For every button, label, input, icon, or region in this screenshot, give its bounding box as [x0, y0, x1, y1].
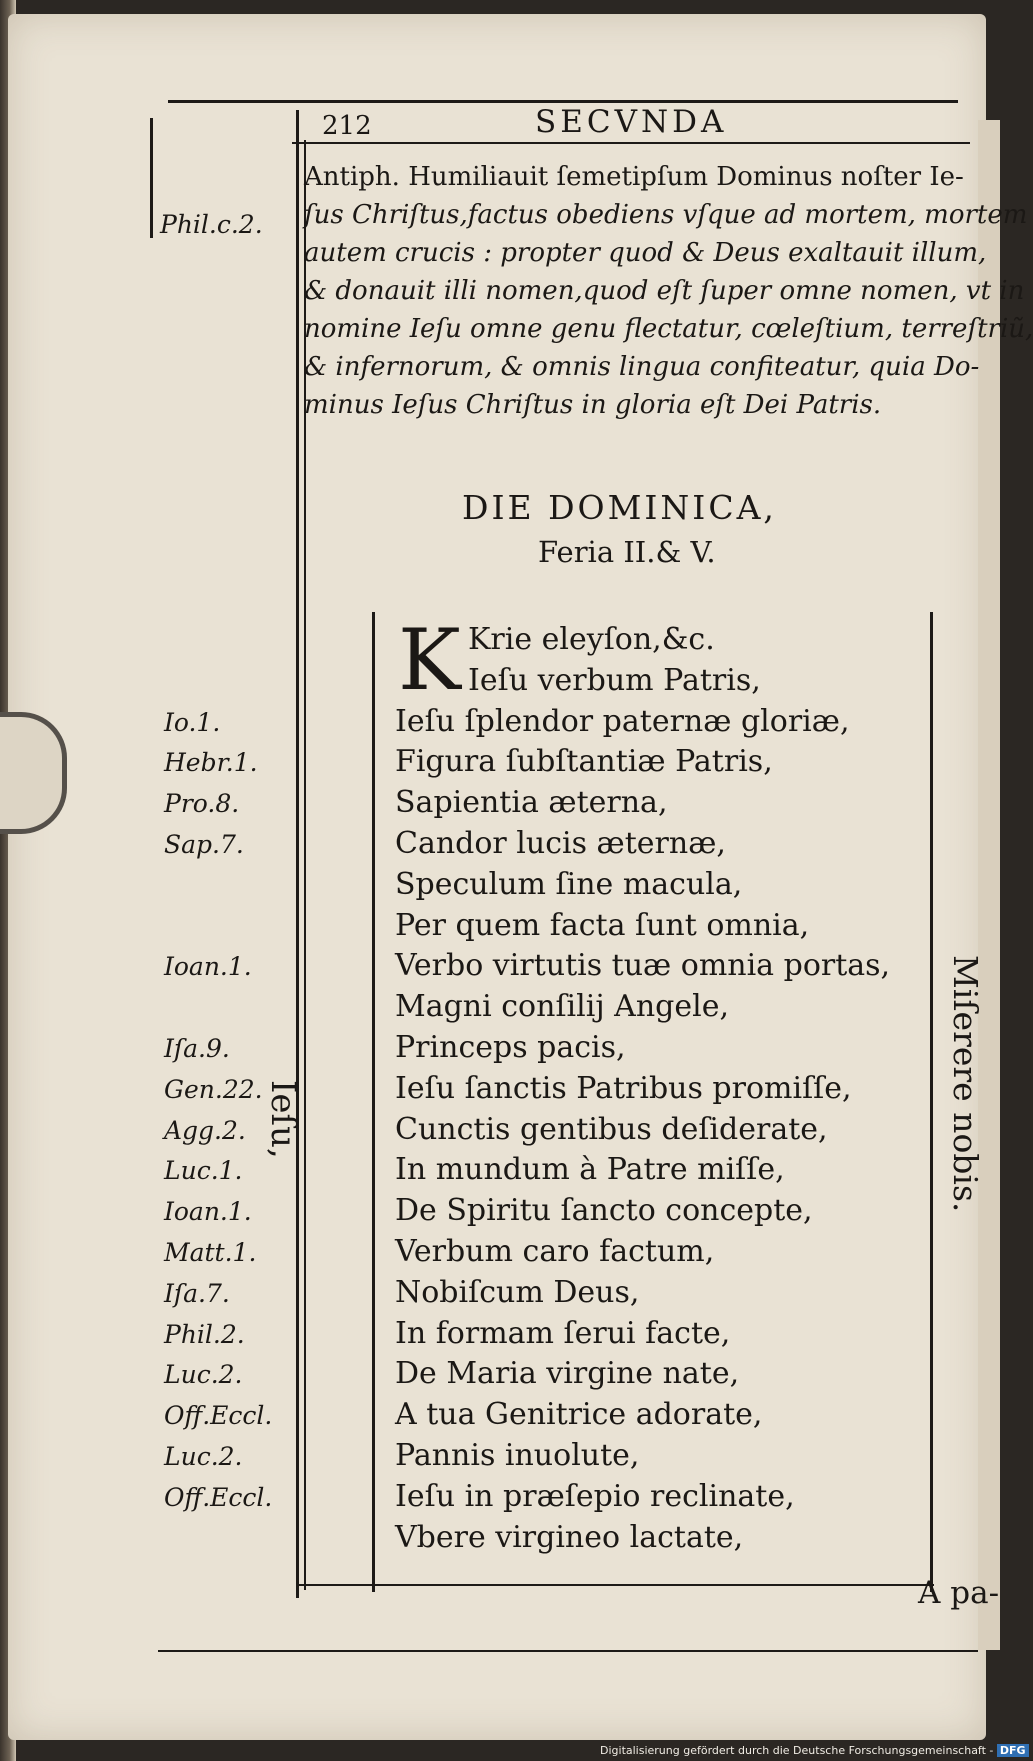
left-frame-rule: [150, 118, 153, 238]
antiphon-line: & infernorum, & omnis lingua confiteatur, quia Do-: [304, 352, 980, 382]
litany-line: Speculum ſine macula,: [395, 866, 743, 902]
margin-reference: Ioan.1.: [164, 1197, 252, 1227]
margin-reference: Luc.1.: [164, 1156, 243, 1186]
litany-line: Nobiſcum Deus,: [395, 1274, 640, 1310]
inner-frame-rule: [296, 110, 299, 1598]
litany-left-rule: [372, 612, 375, 1592]
litany-line: Per quem facta ſunt omnia,: [395, 907, 810, 943]
margin-reference: Matt.1.: [164, 1238, 257, 1267]
litany-line: Verbum caro factum,: [395, 1234, 715, 1269]
litany-line: In formam ſerui facte,: [395, 1315, 731, 1351]
margin-reference: Iſa.9.: [164, 1034, 230, 1063]
margin-reference: Phil.2.: [164, 1319, 245, 1349]
header-underline: [292, 142, 970, 144]
litany-line: Vbere virgineo lactate,: [395, 1519, 744, 1555]
antiphon-line: nomine Ieſu omne genu flectatur, cœleſtium, terreſtriũ,: [304, 314, 1033, 344]
page-bottom-rule: [158, 1650, 978, 1652]
vertical-response-miserere: Miſerere nobis.: [946, 955, 985, 1213]
rubric-title: DIE DOMINICA,: [462, 488, 777, 527]
litany-line: Ieſu verbum Patris,: [468, 662, 761, 698]
litany-right-rule: [930, 612, 933, 1592]
margin-reference: Off.Eccl.: [164, 1401, 273, 1431]
litany-line: Candor lucis æternæ,: [395, 826, 726, 861]
margin-reference: Agg.2.: [164, 1115, 246, 1145]
margin-reference: Luc.2.: [164, 1442, 243, 1471]
litany-line: Figura ſubſtantiæ Patris,: [395, 744, 773, 780]
running-title: SECVNDA: [535, 104, 728, 140]
rubric-subtitle: Feria II.& V.: [538, 535, 716, 569]
margin-reference: Luc.2.: [164, 1360, 243, 1390]
margin-reference: Iſa.7.: [164, 1278, 230, 1308]
facing-page-edge: [978, 120, 1000, 1650]
bottom-rule: [298, 1584, 934, 1586]
margin-reference: Off.Eccl.: [164, 1482, 273, 1512]
litany-line: Magni conſilij Angele,: [395, 989, 729, 1025]
digitization-credit: [600, 1744, 1029, 1757]
antiphon-line: & donauit illi nomen,quod eſt ſuper omne nomen, vt in: [304, 276, 1025, 306]
litany-line: In mundum à Patre miſſe,: [395, 1152, 785, 1188]
antiphon-line: Antiph. Humiliauit ſemetipſum Dominus noſter Ie-: [304, 162, 964, 192]
page-number: 212: [322, 111, 372, 141]
litany-line: Princeps pacis,: [395, 1030, 626, 1065]
litany-line: Cunctis gentibus deſiderate,: [395, 1111, 828, 1147]
margin-reference: Ioan.1.: [164, 952, 252, 982]
antiphon-line: ſus Chriſtus,factus obediens vſque ad mortem, mortem: [304, 200, 1028, 230]
catchword: A pa-: [918, 1575, 1000, 1611]
litany-line: De Spiritu ſancto concepte,: [395, 1193, 813, 1229]
litany-line: Krie eleyſon,&c.: [468, 622, 715, 657]
margin-reference: Pro.8.: [164, 789, 240, 819]
vertical-response-iesu: Ieſu,: [263, 1080, 303, 1159]
drop-cap-initial: K: [398, 611, 461, 709]
header-rule: [168, 100, 958, 103]
margin-reference: Io.1.: [164, 707, 221, 737]
litany-line: De Maria virgine nate,: [395, 1356, 740, 1392]
margin-reference: Sap.7.: [164, 830, 244, 859]
margin-ref-phil: Phil.c.2.: [160, 210, 263, 239]
dfg-logo: DFG: [997, 1744, 1029, 1757]
litany-line: A tua Genitrice adorate,: [395, 1397, 763, 1433]
litany-line: Ieſu ſplendor paternæ gloriæ,: [395, 703, 850, 739]
litany-line: Ieſu ſanctis Patribus promiſſe,: [395, 1070, 852, 1106]
litany-line: Verbo virtutis tuæ omnia portas,: [395, 948, 891, 984]
margin-reference: Hebr.1.: [164, 748, 258, 778]
antiphon-line: autem crucis : propter quod & Deus exaltauit illum,: [304, 238, 987, 268]
credit-text: Digitalisierung gefördert durch die Deutsche Forschungsgemeinschaft -: [600, 1744, 994, 1757]
litany-line: Ieſu in præſepio reclinate,: [395, 1478, 795, 1514]
book-clasp: [0, 712, 67, 834]
litany-line: Sapientia æterna,: [395, 785, 668, 821]
antiphon-line: minus Ieſus Chriſtus in gloria eſt Dei Patris.: [304, 390, 882, 420]
litany-line: Pannis inuolute,: [395, 1438, 640, 1473]
margin-reference: Gen.22.: [164, 1074, 263, 1104]
